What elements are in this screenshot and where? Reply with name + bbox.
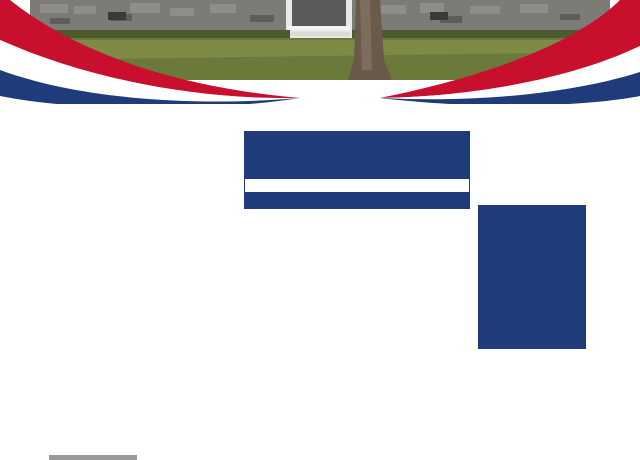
description-column: [22, 118, 234, 126]
header-banner: [0, 0, 640, 112]
financing-table: [244, 131, 470, 240]
housing-expense-heading: [244, 193, 470, 209]
cash-total-row: [244, 178, 470, 194]
notes-header-row: [244, 147, 470, 163]
housing-total-row: [244, 209, 470, 225]
financing-header-row: [244, 131, 470, 147]
cash-to-close-heading: [244, 162, 470, 178]
agent-photo: [49, 455, 137, 460]
house-photo: [0, 0, 640, 112]
apr-footnote: [244, 225, 470, 240]
arm-schedule-panel: [478, 205, 586, 349]
